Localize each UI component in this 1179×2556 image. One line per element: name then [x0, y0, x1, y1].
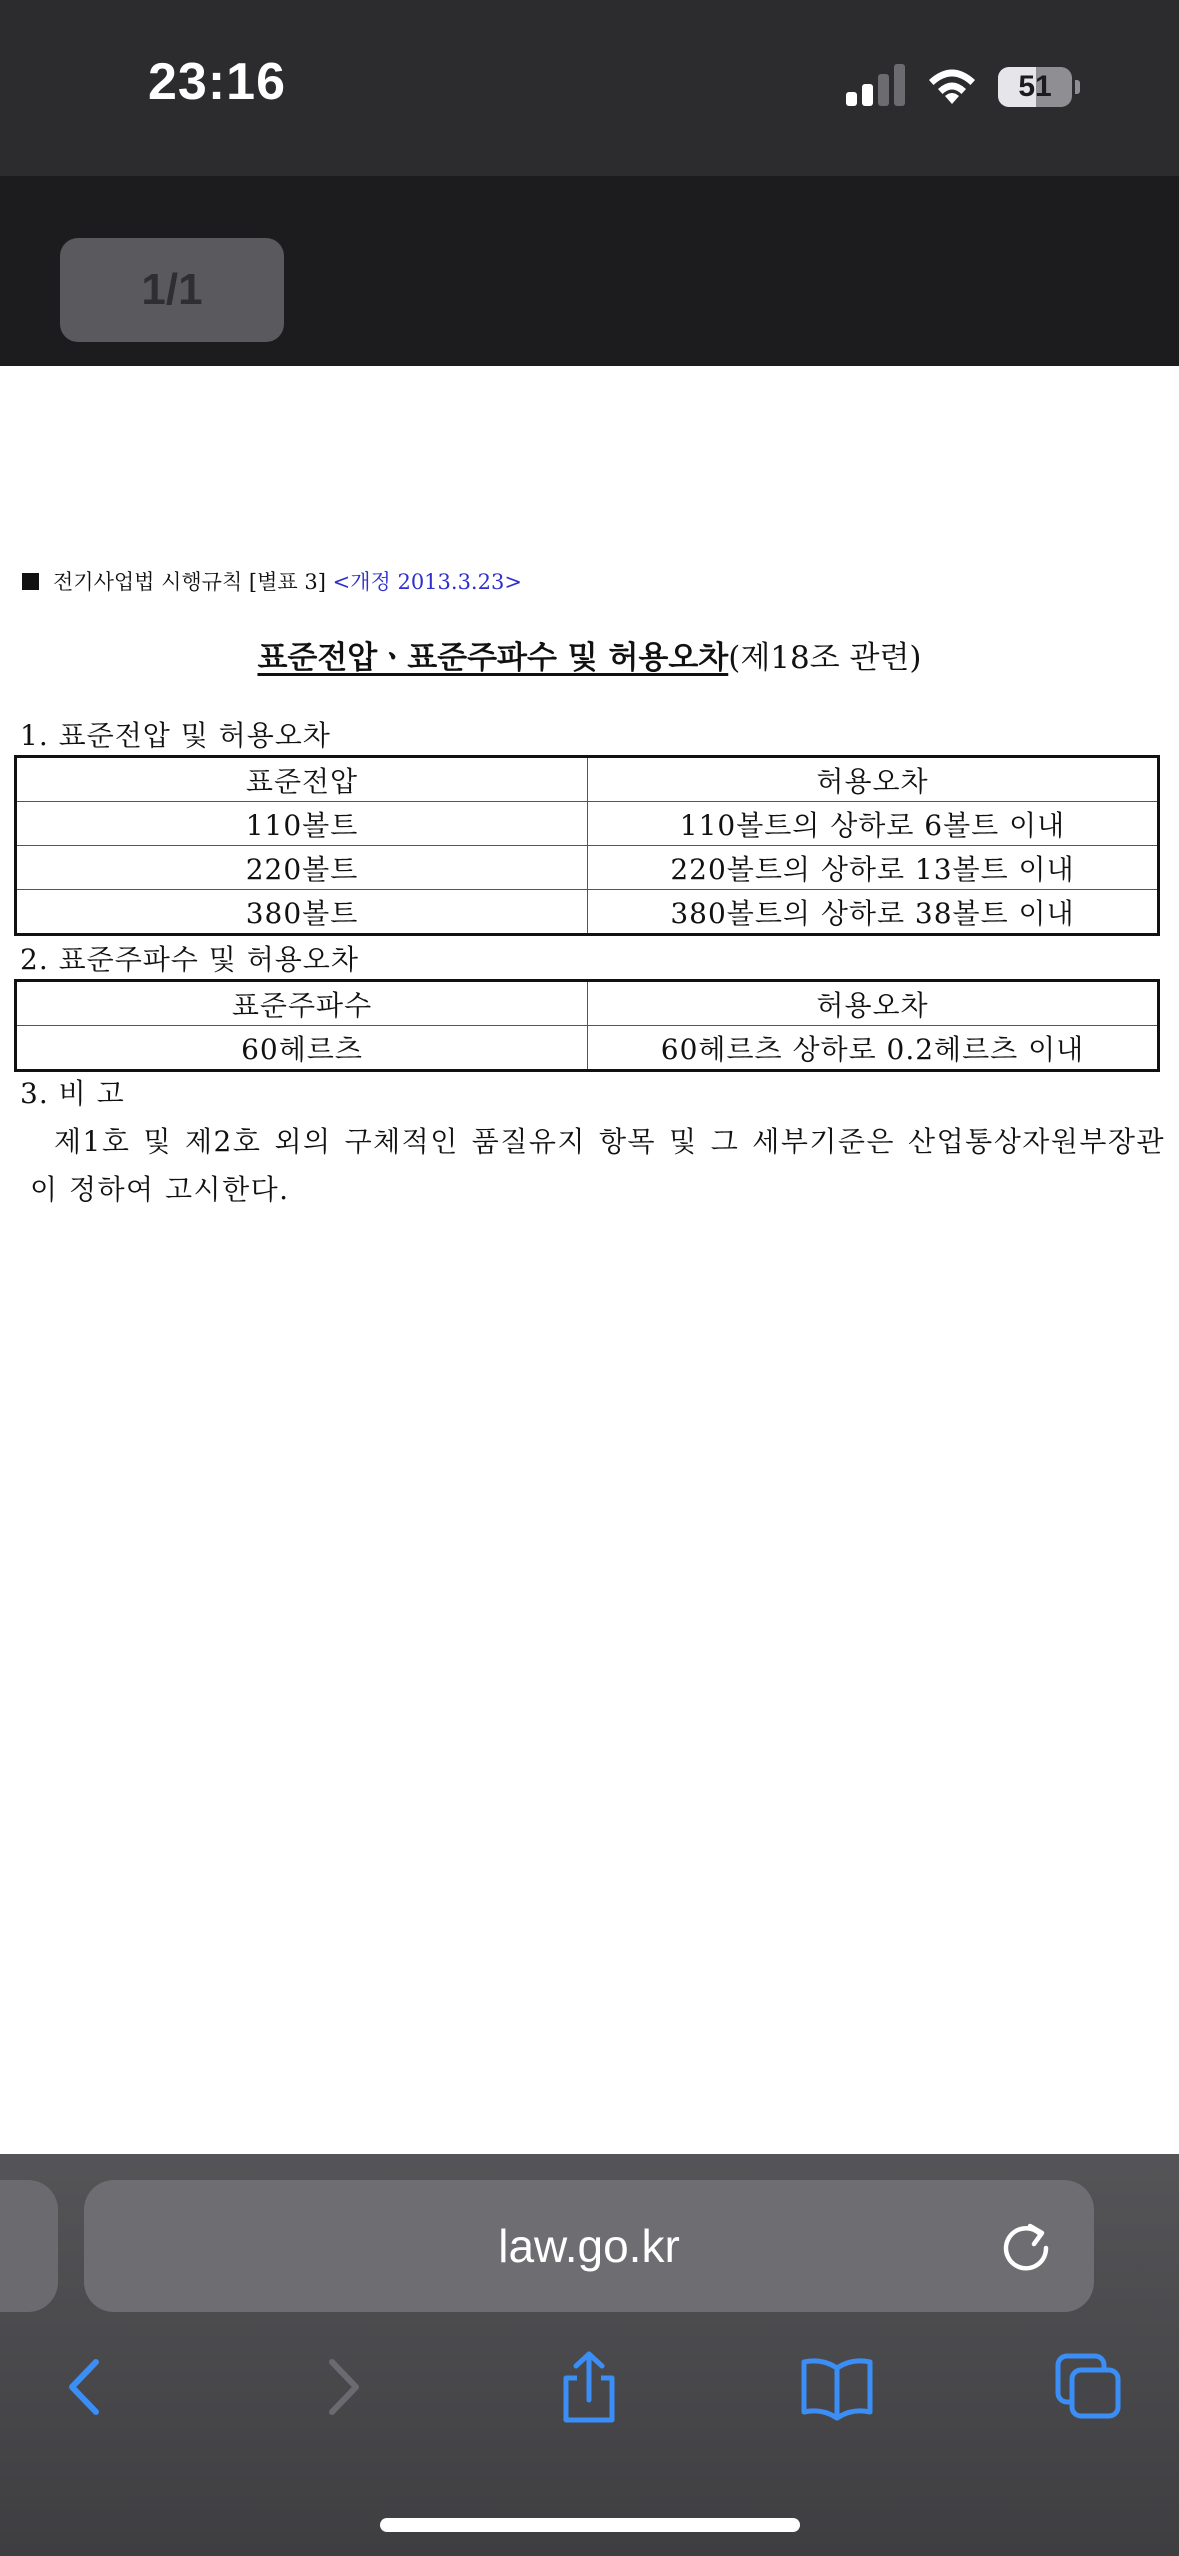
section-2-heading: 2. 표준주파수 및 허용오차 — [20, 943, 359, 976]
table-cell: 220볼트 — [16, 846, 588, 890]
status-time: 23:16 — [148, 53, 286, 111]
table-cell: 380볼트의 상하로 38볼트 이내 — [588, 890, 1159, 935]
wifi-icon — [926, 64, 978, 106]
previous-tab-peek[interactable] — [0, 2180, 58, 2312]
table-row — [16, 1026, 1159, 1071]
document-header — [22, 566, 522, 596]
forward-icon[interactable] — [304, 2350, 378, 2424]
column-header: 표준전압 — [16, 757, 588, 802]
column-header: 허용오차 — [588, 981, 1159, 1026]
table-cell: 380볼트 — [16, 890, 588, 935]
amendment-link[interactable]: <개정 2013.3.23> — [332, 570, 522, 594]
table-row — [16, 890, 1159, 935]
battery-icon — [998, 67, 1080, 107]
table-cell: 110볼트의 상하로 6볼트 이내 — [588, 802, 1159, 846]
section-1-heading: 1. 표준전압 및 허용오차 — [20, 719, 331, 752]
document-title-text: 표준전압ㆍ표준주파수 및 허용오차 — [257, 640, 729, 676]
column-header: 허용오차 — [588, 757, 1159, 802]
table-cell: 110볼트 — [16, 802, 588, 846]
share-icon[interactable] — [552, 2350, 626, 2424]
square-bullet-icon — [22, 573, 39, 590]
note-paragraph: 제1호 및 제2호 외의 구체적인 품질유지 항목 및 그 세부기준은 산업통상자원부장관이 정하여 고시한다. — [30, 1125, 1165, 1206]
home-indicator[interactable] — [380, 2518, 800, 2532]
page-indicator[interactable]: 1/1 — [60, 238, 284, 342]
voltage-table — [14, 755, 1160, 936]
table-header-row — [16, 757, 1159, 802]
table-cell: 220볼트의 상하로 13볼트 이내 — [588, 846, 1159, 890]
document-title — [0, 632, 1179, 677]
table-row — [16, 846, 1159, 890]
law-reference: 전기사업법 시행규칙 [별표 3] — [53, 570, 326, 594]
document-title-suffix: (제18조 관련) — [728, 640, 922, 676]
address-bar-url[interactable]: law.go.kr — [498, 2220, 680, 2272]
table-cell: 60헤르츠 상하로 0.2헤르츠 이내 — [588, 1026, 1159, 1071]
battery-percent: 51 — [1018, 70, 1052, 103]
section-3-heading: 3. 비 고 — [20, 1077, 125, 1110]
tabs-icon[interactable] — [1052, 2350, 1126, 2424]
reload-icon[interactable] — [996, 2218, 1056, 2278]
table-cell: 60헤르츠 — [16, 1026, 588, 1071]
table-header-row — [16, 981, 1159, 1026]
frequency-table — [14, 979, 1160, 1072]
table-row — [16, 802, 1159, 846]
cellular-signal-icon — [846, 62, 906, 106]
back-icon[interactable] — [50, 2350, 124, 2424]
bookmarks-icon[interactable] — [800, 2350, 874, 2424]
column-header: 표준주파수 — [16, 981, 588, 1026]
